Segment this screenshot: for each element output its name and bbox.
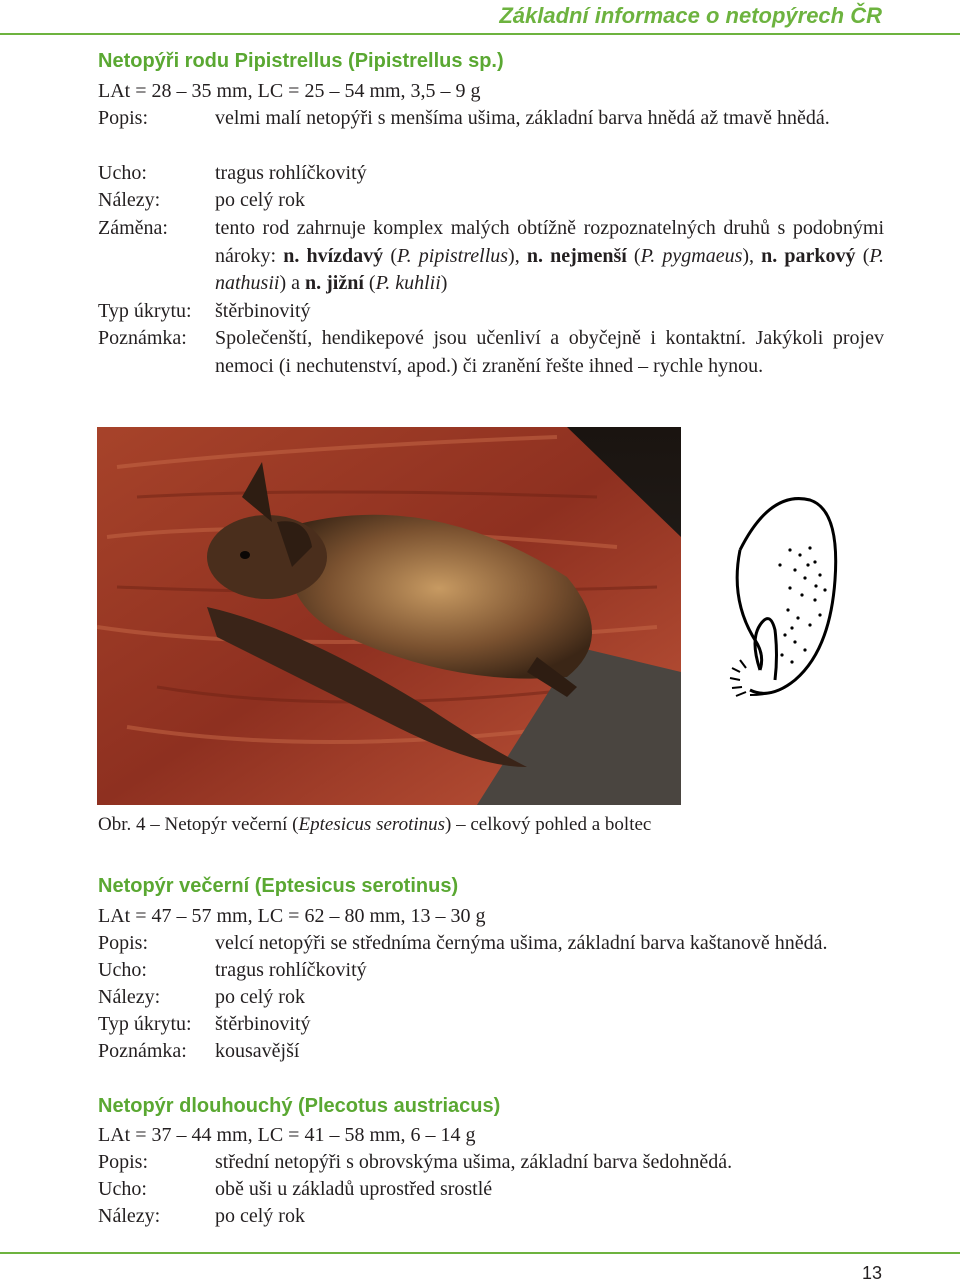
popis-label: Popis: xyxy=(98,1151,149,1173)
popis-row-3 xyxy=(98,1149,884,1177)
nalezy-value: po celý rok xyxy=(215,189,305,211)
section-title-eptesicus: Netopýr večerní (Eptesicus serotinus) xyxy=(98,875,459,897)
measurements-eptesicus: LAt = 47 – 57 mm, LC = 62 – 80 mm, 13 – 30 g xyxy=(98,905,486,927)
nalezy-row xyxy=(98,187,884,215)
popis-row xyxy=(98,105,884,133)
zamena-value: tento rod zahrnuje komplex malých obtížně rozpoznatelných druhů s podobnými nároky: n. hvízdavý (P. pipistrellus), n. nejmenší (P. pygmaeus), n. parkový (P. nathusii) a n. jižní (P. kuhlii) xyxy=(215,217,885,294)
popis-label: Popis: xyxy=(98,932,149,954)
typ-ukrytu-row xyxy=(98,298,884,326)
nalezy-value: po celý rok xyxy=(215,1205,305,1227)
ucho-label: Ucho: xyxy=(98,959,147,981)
poznamka-label: Poznámka: xyxy=(98,327,187,349)
zamena-row xyxy=(98,215,884,298)
measurements-plecotus: LAt = 37 – 44 mm, LC = 41 – 58 mm, 6 – 14 g xyxy=(98,1124,476,1146)
section-title-plecotus: Netopýr dlouhouchý (Plecotus austriacus) xyxy=(98,1095,501,1117)
typ-ukrytu-row-2 xyxy=(98,1011,884,1039)
popis-label: Popis: xyxy=(98,107,149,129)
typ-ukrytu-label: Typ úkrytu: xyxy=(98,1013,192,1035)
typ-ukrytu-label: Typ úkrytu: xyxy=(98,300,192,322)
poznamka-row-2 xyxy=(98,1038,884,1066)
poznamka-row xyxy=(98,325,884,380)
ucho-label: Ucho: xyxy=(98,162,147,184)
popis-value: velmi malí netopýři s menšíma ušima, základní barva hnědá až tmavě hnědá. xyxy=(215,107,830,129)
poznamka-value: kousavější xyxy=(215,1040,300,1062)
popis-row-2 xyxy=(98,930,884,958)
popis-value: střední netopýři s obrovskýma ušima, základní barva šedohnědá. xyxy=(215,1151,733,1173)
ear-tragus-drawing xyxy=(720,490,865,720)
header-title: Základní informace o netopýrech ČR xyxy=(499,3,882,28)
ucho-row-2 xyxy=(98,957,884,985)
ucho-row xyxy=(98,160,884,188)
ucho-row-3 xyxy=(98,1176,884,1204)
measurements-pipistrellus: LAt = 28 – 35 mm, LC = 25 – 54 mm, 3,5 – 9 g xyxy=(98,80,481,102)
page-header xyxy=(0,0,960,36)
page-number: 13 xyxy=(861,1263,882,1283)
poznamka-label: Poznámka: xyxy=(98,1040,187,1062)
ucho-label: Ucho: xyxy=(98,1178,147,1200)
ucho-value: tragus rohlíčkovitý xyxy=(215,959,367,981)
typ-ukrytu-value: štěrbinovitý xyxy=(215,1013,311,1035)
figure-caption: Obr. 4 – Netopýr večerní (Eptesicus serotinus) – celkový pohled a boltec xyxy=(98,814,652,835)
nalezy-value: po celý rok xyxy=(215,986,305,1008)
page-footer xyxy=(0,1252,960,1283)
zamena-label: Záměna: xyxy=(98,217,168,239)
nalezy-label: Nálezy: xyxy=(98,189,161,211)
header-rule xyxy=(0,33,960,35)
poznamka-value: Společenští, hendikepové jsou učenliví a obyčejně i kontaktní. Jakýkoli projev nemoci (i nechutenství, apod.) či zranění řešte ihned – rychle hynou. xyxy=(215,327,884,377)
ucho-value: obě uši u základů uprostřed srostlé xyxy=(215,1178,493,1200)
bat-photo xyxy=(97,427,681,805)
nalezy-row-3 xyxy=(98,1203,884,1231)
ucho-value: tragus rohlíčkovitý xyxy=(215,162,367,184)
nalezy-label: Nálezy: xyxy=(98,986,161,1008)
footer-rule xyxy=(0,1252,960,1254)
nalezy-row-2 xyxy=(98,984,884,1012)
typ-ukrytu-value: štěrbinovitý xyxy=(215,300,311,322)
section-title-pipistrellus: Netopýři rodu Pipistrellus (Pipistrellus sp.) xyxy=(98,50,504,72)
nalezy-label: Nálezy: xyxy=(98,1205,161,1227)
popis-value: velcí netopýři se středníma černýma ušima, základní barva kaštanově hnědá. xyxy=(215,932,828,954)
